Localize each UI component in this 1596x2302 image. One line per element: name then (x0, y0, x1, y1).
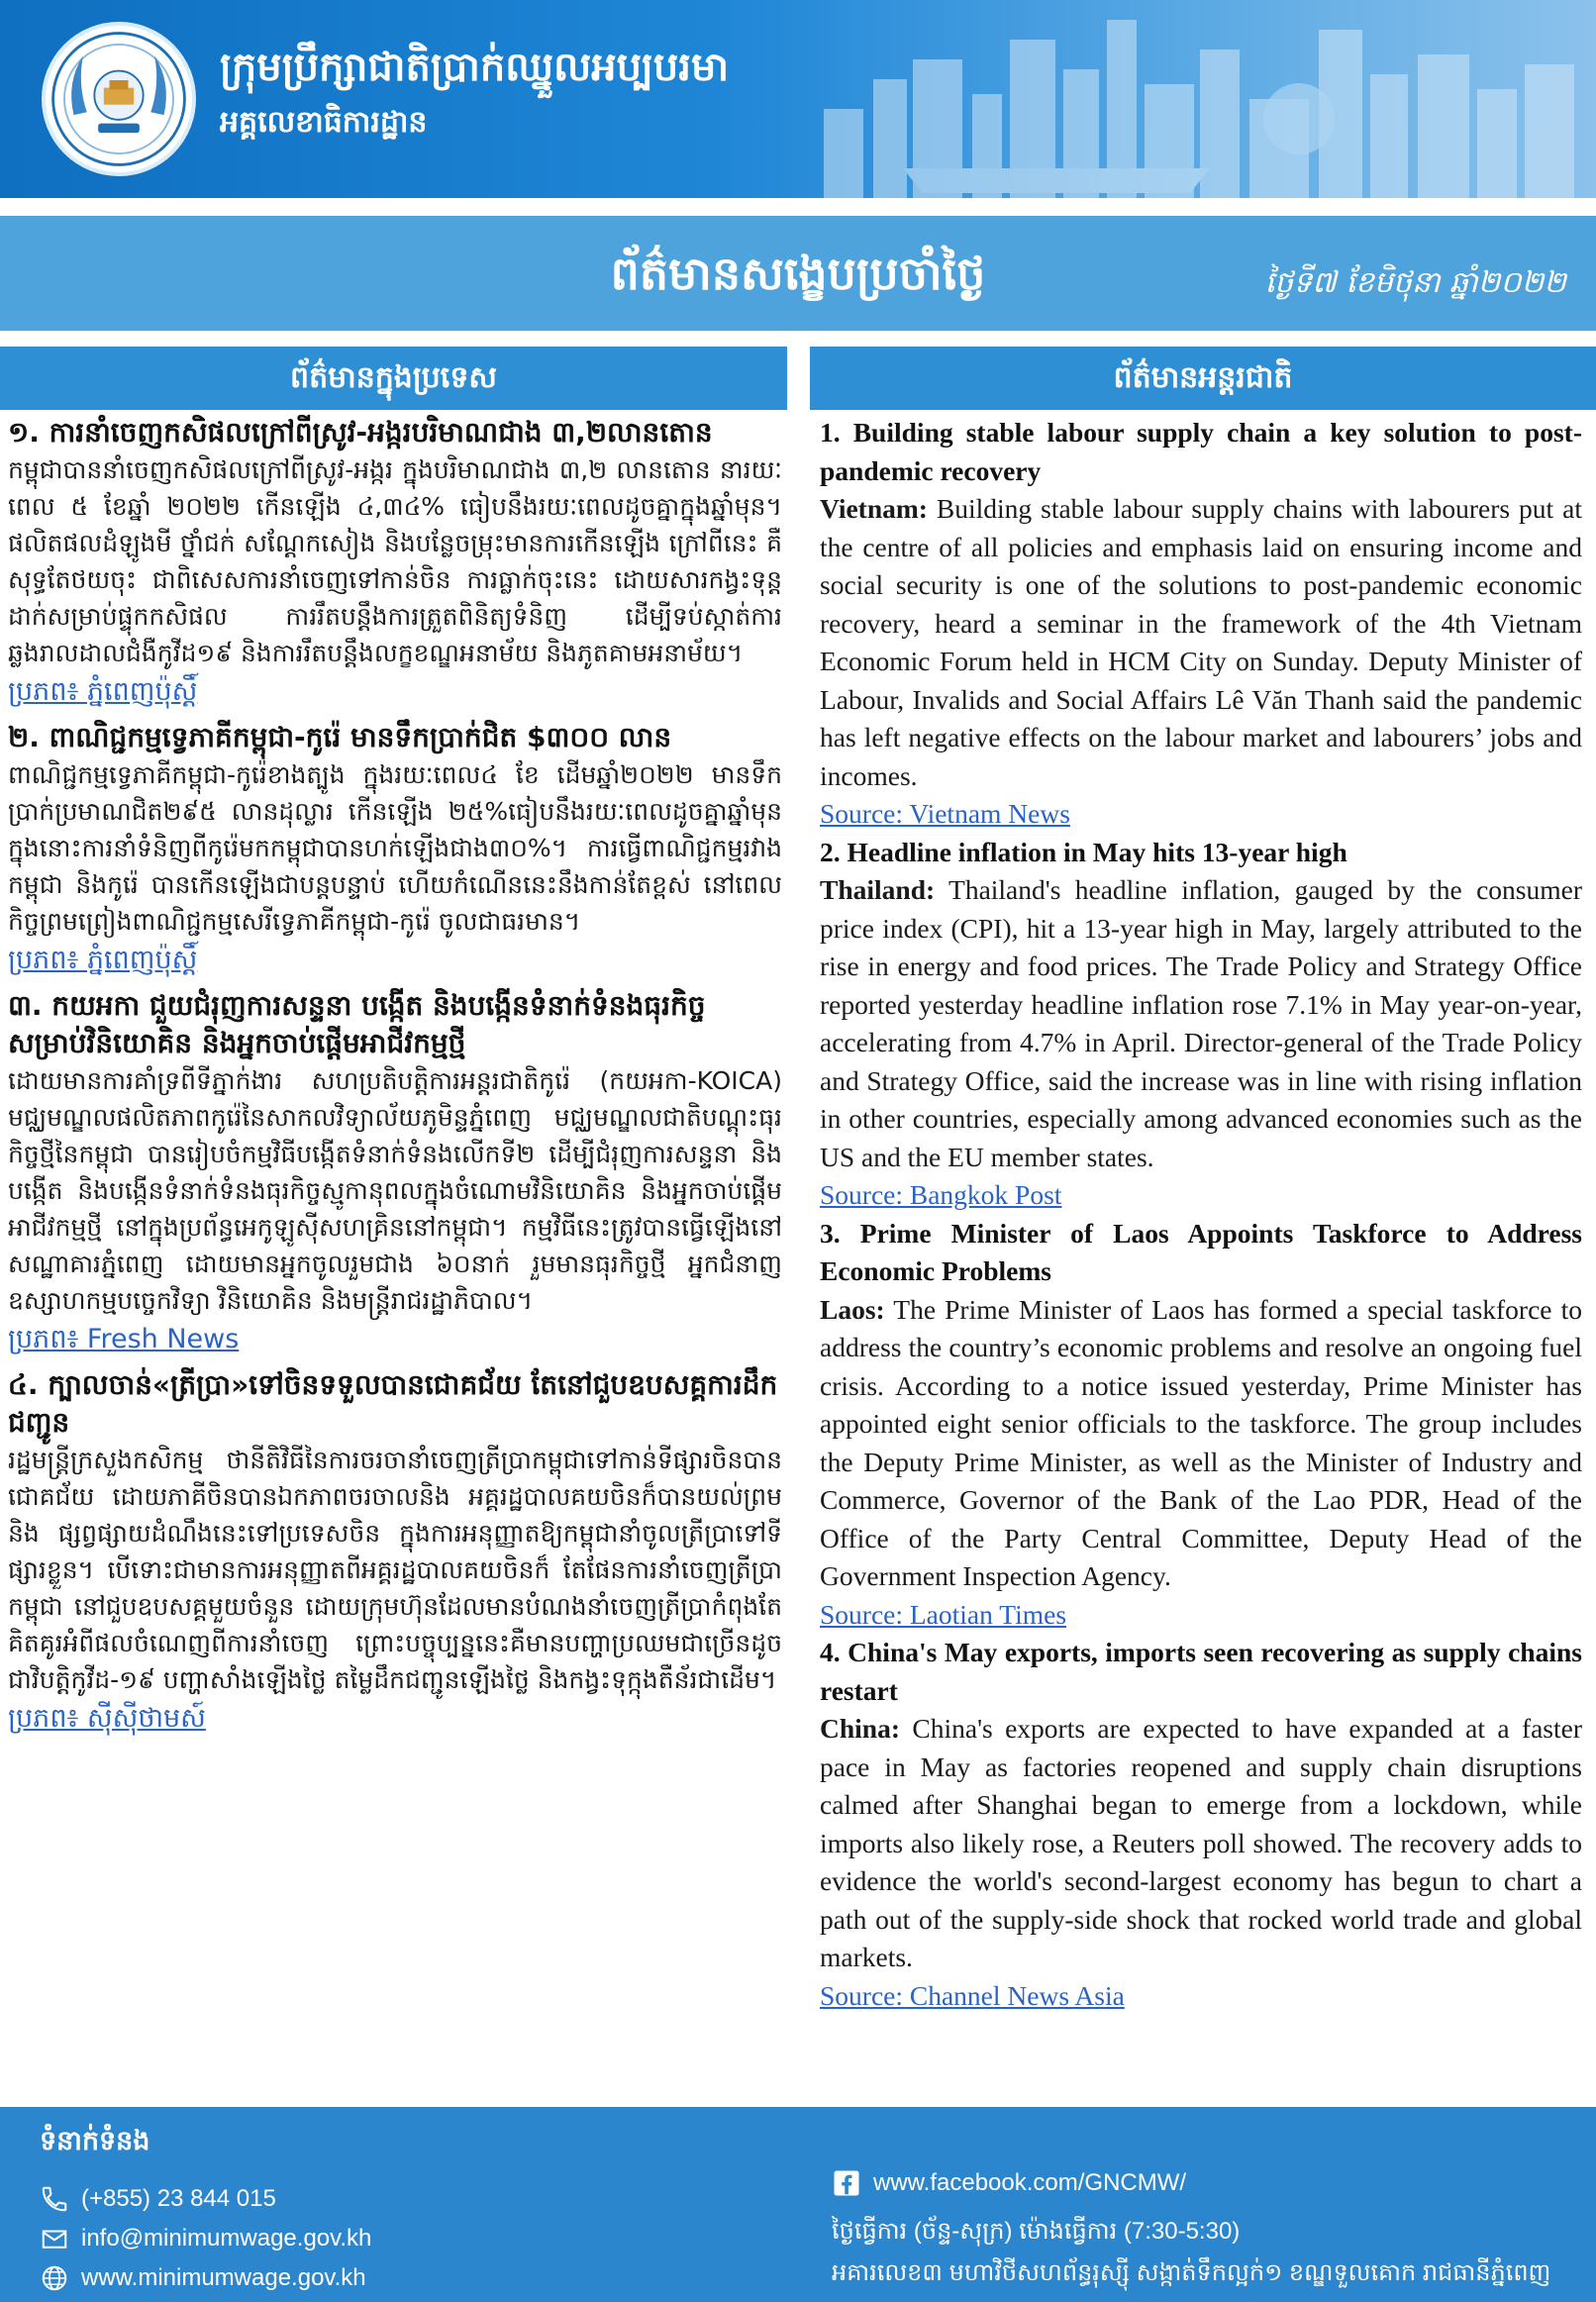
phone-icon (40, 2184, 69, 2214)
article-title: 4. China's May exports, imports seen recovering as supply chains restart (820, 1637, 1582, 1706)
article-text: Building stable labour supply chains with labourers put at the centre of all policies and emphasis laid on ensuring income and social security is one of the solutions to post-pandemic economic recovery, heard a seminar in the framework of the 4th Vietnam Economic Forum held in HCM City on Sunday. Deputy Minister of Labour, Invalids and Social Affairs Lê Văn Thanh said the pandemic has left negative effects on the labour market and labourers’ jobs and incomes. (820, 493, 1582, 791)
website-url: www.minimumwage.gov.kh (81, 2264, 366, 2291)
article-text: The Prime Minister of Laos has formed a special taskforce to address the country’s economic problems and resolve an ongoing fuel crisis. According to a notice issued yesterday, Prime Minister has appointed eight senior officials to the taskforce. The group includes the Deputy Prime Minister, as well as the Minister of Industry and Commerce, Governor of the Bank of the Lao PDR, Head of the Office of the Party Central Committee, Deputy Head of the Government Inspection Agency. (820, 1293, 1582, 1591)
globe-icon (40, 2263, 69, 2293)
article-body: ពាណិជ្ជកម្មទ្វេភាគីកម្ពុជា-កូរ៉េខាងត្បូង ក្នុងរយៈពេល៤ ខែ ដើមឆ្នាំ២០២២ មានទឹកប្រាក់ប្រមាណជិត២៩៥ លានដុល្លារ កើនឡើង ២៥%ធៀបនឹងរយៈពេលដូចគ្នាឆ្នាំមុន ក្នុងនោះការនាំទំនិញពីកូរ៉េមកកម្ពុជាបានហក់ឡើងជាង៣០%។ ការធ្វើពាណិជ្ជកម្មរវាងកម្ពុជា និងកូរ៉េ បានកើនឡើងជាបន្តបន្ទាប់ ហើយកំណើននេះនឹងកាន់តែខ្ពស់ នៅពេលកិច្ចព្រមព្រៀងពាណិជ្ជកម្មសេរីទ្វេភាគីកម្ពុជា-កូរ៉េ ចូលជាធរមាន។ (8, 760, 782, 936)
article-source-link[interactable]: Source: Laotian Times (820, 1598, 1067, 1630)
phone-row[interactable] (40, 2184, 276, 2214)
contact-label: ទំនាក់ទំនង (40, 2126, 150, 2156)
council-logo (42, 22, 196, 176)
article-source-link[interactable]: Source: Vietnam News (820, 798, 1070, 829)
title-bar (0, 198, 1596, 337)
article-body (820, 1291, 1582, 1596)
article-title: ១. ការនាំចេញកសិផលក្រៅពីស្រូវ-អង្ករបរិមាណជាង ៣,២លានតោន (8, 416, 713, 449)
article-body (820, 490, 1582, 795)
article-body (820, 871, 1582, 1176)
article-title: ៤. ក្បាលចាន់«ត្រីប្រា»ទៅចិនទទួលបានជោគជ័យ តែនៅជួបឧបសគ្គការដឹកជញ្ជូន (8, 1368, 778, 1439)
international-article-2 (820, 834, 1582, 1215)
office-hours-row (832, 2216, 1240, 2251)
domestic-article-3 (8, 987, 782, 1360)
article-body (820, 1710, 1582, 1977)
facebook-url: www.facebook.com/GNCMW/ (873, 2169, 1187, 2196)
article-title: ៣. កយអកា ជួយជំរុញការសន្ទនា បង្កើត និងបង្កើនទំនាក់ទំនងធុរកិច្ចសម្រាប់វិនិយោគិន និងអ្នកចាប់ផ្តើមអាជីវកម្មថ្មី (8, 989, 706, 1059)
domestic-article-1 (8, 414, 782, 713)
article-text: Thailand's headline inflation, gauged by the consumer price index (CPI), hit a 13-year high in May, largely attributed to the rise in energy and food prices. The Trade Policy and Strategy Office reported yesterday headline inflation rose 7.1% in May year-on-year, accelerating from 4.7% in April. Director-general of the Trade Policy and Strategy Office, said the increase was in line with rising inflation in other countries, especially among advanced economies such as the US and the EU member states. (820, 874, 1582, 1172)
article-country: Thailand: (820, 874, 936, 905)
address-row (832, 2257, 1550, 2292)
article-country: Laos: (820, 1293, 885, 1325)
article-text: China's exports are expected to have expanded at a faster pace in May as factories reopened and supply chain disruptions calmed after Shanghai began to emerge from a lockdown, while imports also likely rose, a Reuters poll showed. The recovery adds to evidence the world's second-largest economy has begun to chart a path out of the supply-side shock that rocked world trade and global markets. (820, 1713, 1582, 1972)
facebook-row[interactable] (832, 2168, 1186, 2198)
article-source-link[interactable]: ប្រភព៖ ភ្នំពេញប៉ុស្ដិ៍ (8, 945, 198, 975)
article-source-link[interactable]: ប្រភព៖ Fresh News (8, 1324, 240, 1354)
article-source-link[interactable]: ប្រភព៖ ភ្នំពេញប៉ុស្ដិ៍ (8, 676, 198, 707)
city-skyline-graphic (784, 0, 1596, 198)
international-article-3 (820, 1215, 1582, 1635)
international-article-1 (820, 414, 1582, 834)
article-title: ២. ពាណិជ្ជកម្មទ្វេភាគីកម្ពុជា-កូរ៉េ មានទឹកប្រាក់ជិត $៣០០ លាន (8, 721, 672, 753)
email-address: info@minimumwage.gov.kh (81, 2225, 372, 2252)
article-title: 2. Headline inflation in May hits 13-year high (820, 836, 1347, 867)
article-title: 1. Building stable labour supply chain a key solution to post-pandemic recovery (820, 417, 1582, 486)
page-footer (0, 2107, 1596, 2302)
facebook-icon (832, 2168, 861, 2198)
article-country: China: (820, 1713, 900, 1744)
article-body: កម្ពុជាបាននាំចេញកសិផលក្រៅពីស្រូវ-អង្ករ ក្នុងបរិមាណជាង ៣,២ លានតោន នារយៈពេល ៥ ខែឆ្នាំ ២០២២ កើនឡើង ៤,៣៤% ធៀបនឹងរយៈពេលដូចគ្នាក្នុងឆ្នាំមុន។ ផលិតផលដំឡូងមី ថ្នាំជក់ សណ្តែកសៀង និងបន្លែចម្រុះមានការកើនឡើង ក្រៅពីនេះ គឺសុទ្ធតែថយចុះ ជាពិសេសការនាំចេញទៅកាន់ចិន ការធ្លាក់ចុះនេះ ដោយសារកង្វះទុន្តដាក់សម្រាប់ផ្ទុកកសិផល ការរឹតបន្តឹងការត្រួតពិនិត្យទំនិញ ដើម្បីទប់ស្កាត់ការឆ្លងរាលដាលជំងឺកូវីដ១៩ និងការរឹតបន្តឹងលក្ខខណ្ឌអនាម័យ និងភូតគាមអនាម័យ។ (8, 455, 782, 667)
office-address: អគារលេខ៣ មហាវិថីសហព័ន្ធរុស្ស៊ី សង្កាត់ទឹកល្អក់១ ខណ្ឌទួលគោក រាជធានីភ្នំពេញ (832, 2259, 1551, 2286)
article-title: 3. Prime Minister of Laos Appoints Taskforce to Address Economic Problems (820, 1217, 1582, 1286)
domestic-news-heading: ព័ត៌មានក្នុងប្រទេស (0, 347, 787, 410)
international-news-heading: ព័ត៌មានអន្តរជាតិ (810, 347, 1596, 410)
organization-name: ក្រុមប្រឹក្សាជាតិប្រាក់ឈ្នួលអប្បបរមា (220, 45, 730, 90)
article-body: ដោយមានការគាំទ្រពីទីភ្នាក់ងារ សហប្រតិបត្តិការអន្តរជាតិកូរ៉េ (កយអកា-KOICA) មជ្ឈមណ្ឌលផលិតភាពកូរ៉េនៃសាកលវិទ្យាល័យភូមិន្ទភ្នំពេញ មជ្ឈមណ្ឌលជាតិបណ្តុះធុរកិច្ចថ្មីនៃកម្ពុជា បានរៀបចំកម្មវិធីបង្កើតទំនាក់ទំនងលើកទី២ ដើម្បីជំរុញការសន្ទនា និងបង្កើត និងបង្កើនទំនាក់ទំនងធុរកិច្ចស្មូកានុពលក្នុងចំណោមវិនិយោគិន និងអ្នកចាប់ផ្តើមអាជីវកម្មថ្មី នៅក្នុងប្រព័ន្ធអេកូឡូស៊ីសហគ្រិននៅកម្ពុជា។ កម្មវិធីនេះត្រូវបានធ្វើឡើងនៅសណ្ឋាគារភ្នំពេញ ដោយមានអ្នកចូលរួមជាង ៦០នាក់ រួមមានធុរកិច្ចថ្មី អ្នកជំនាញឧស្សាហកម្មបច្ចេកវិទ្យា វិនិយោគិន និងមន្ត្រីរាជរដ្ឋាភិបាល។ (8, 1066, 782, 1315)
domestic-article-4 (8, 1366, 782, 1740)
email-icon (40, 2224, 69, 2253)
phone-number: (+855) 23 844 015 (81, 2185, 276, 2212)
international-article-4 (820, 1634, 1582, 2015)
page-header (0, 0, 1596, 198)
domestic-news-column (8, 414, 782, 2097)
international-news-column (820, 414, 1582, 2097)
domestic-article-2 (8, 719, 782, 981)
title-band (0, 216, 1596, 331)
article-body: រដ្ឋមន្ត្រីក្រសួងកសិកម្ម ថានីតិវិធីនៃការចរចានាំចេញត្រីប្រាកម្ពុជាទៅកាន់ទីផ្សារចិនបានជោគជ័យ ដោយភាគីចិនបានឯកភាពចរចាលនិង អគ្គរដ្ឋបាលគយចិនក៏បានយល់ព្រម និង ផ្សព្វផ្សាយដំណឹងនេះទៅប្រទេសចិន ក្នុងការអនុញ្ញាតឱ្យកម្ពុជានាំចូលត្រីប្រាទៅទីផ្សារខ្លួន។ បើទោះជាមានការអនុញ្ញាតពីអគ្គរដ្ឋបាលគយចិនក៏ តែផែនការនាំចេញត្រីប្រាកម្ពុជា នៅជួបឧបសគ្គមួយចំនួន ដោយក្រុមហ៊ុនដែលមានបំណងនាំចេញត្រីប្រាកំពុងតែគិតគូរអំពីផលចំណេញពីការនាំចេញ ព្រោះបច្ចុប្បន្ននេះគឺមានបញ្ហាប្រឈមជាច្រើនដូចជាវិបត្តិកូវីដ-១៩ បញ្ហាសាំងឡើងថ្លៃ តម្លៃដឹកជញ្ជូនឡើងថ្លៃ និងកង្វះទុក្កុងតឺន័រជាដើម។ (8, 1446, 782, 1694)
article-source-link[interactable]: ប្រភព៖ ស៊ីស៊ីថាមស៍ (8, 1703, 206, 1734)
email-row[interactable] (40, 2224, 371, 2253)
website-row[interactable] (40, 2263, 366, 2293)
article-source-link[interactable]: Source: Bangkok Post (820, 1179, 1062, 1210)
article-source-link[interactable]: Source: Channel News Asia (820, 1979, 1125, 2011)
publication-date: ថ្ងៃទី៧ ខែមិថុនា ឆ្នាំ២០២២ (1264, 265, 1566, 300)
page-title: ព័ត៌មានសង្ខេបប្រចាំថ្ងៃ (610, 247, 986, 300)
article-country: Vietnam: (820, 493, 928, 524)
organization-subtitle: អគ្គលេខាធិការដ្ឋាន (220, 105, 428, 140)
office-hours: ថ្ងៃធ្វើការ (ច័ន្ទ-សុក្រ) ម៉ោងធ្វើការ (7:30-5:30) (832, 2218, 1241, 2245)
